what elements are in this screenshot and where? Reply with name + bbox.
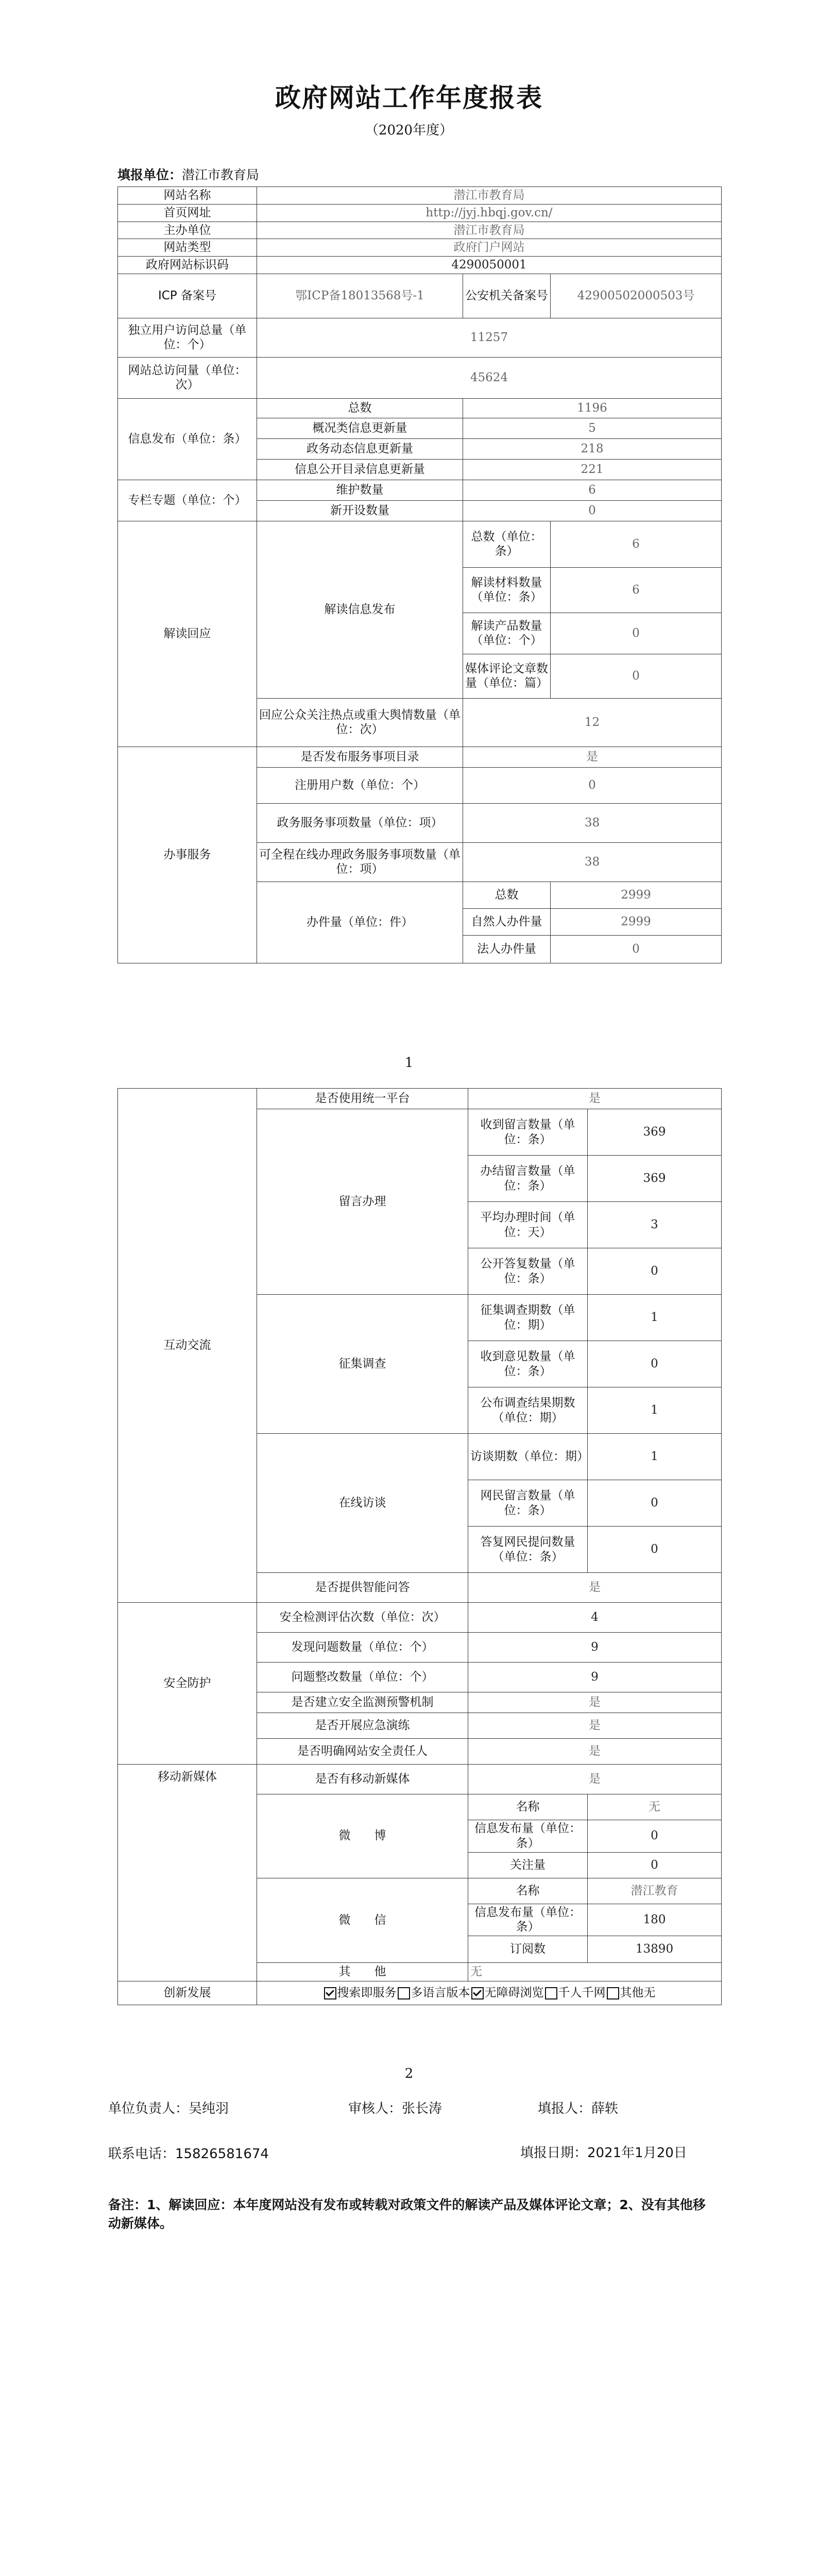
sv-result-value: 1: [588, 1387, 722, 1434]
sec-person-value: 是: [468, 1739, 722, 1765]
wechat-label: 微 信: [257, 1878, 468, 1963]
icp-value: 鄂ICP备18013568号-1: [257, 274, 463, 318]
respond-value: 12: [463, 698, 722, 747]
iv-count-value: 1: [588, 1434, 722, 1480]
smart-value: 是: [468, 1573, 722, 1603]
filler-unit: [117, 165, 259, 183]
msg-public-label: 公开答复数量（单位：条）: [468, 1248, 588, 1295]
innov-options: [257, 1981, 722, 2005]
respond-label: 回应公众关注热点或重大舆情数量（单位：次）: [257, 698, 463, 747]
info-pub-label: 信息发布（单位：条）: [118, 398, 257, 480]
innov-option-0: 搜索即服务: [337, 1986, 397, 2000]
sv-count-value: 1: [588, 1295, 722, 1341]
contact-phone: 联系电话：15826581674: [108, 2146, 269, 2162]
svc-pub-value: 是: [463, 747, 722, 767]
mob-has-value: 是: [468, 1765, 722, 1794]
dynamic-label: 政务动态信息更新量: [257, 438, 463, 459]
site-id-label: 政府网站标识码: [118, 257, 257, 274]
innov-option-3: 千人千网: [558, 1986, 606, 2000]
wb-pub-value: 0: [588, 1820, 722, 1853]
wx-name-value: 潜江教育: [588, 1878, 722, 1904]
innov-checkbox-2[interactable]: [471, 1987, 484, 1999]
sponsor-value: 潜江市教育局: [257, 222, 722, 239]
special-label: 专栏专题（单位：个）: [118, 480, 257, 521]
h-person-value: 2999: [551, 908, 722, 935]
maintain-value: 6: [463, 480, 722, 500]
dynamic-value: 218: [463, 438, 722, 459]
iv-msg-value: 0: [588, 1480, 722, 1527]
sec-drill-value: 是: [468, 1713, 722, 1739]
filler-value: 潜江市教育局: [182, 167, 260, 182]
form-filler: 填报人：薛轶: [538, 2101, 619, 2116]
wx-sub-label: 订阅数: [468, 1936, 588, 1963]
homepage-value[interactable]: http://jyj.hbqj.gov.cn/: [257, 204, 722, 222]
site-type-value: 政府门户网站: [257, 239, 722, 257]
site-name-label: 网站名称: [118, 187, 257, 205]
innov-checkbox-1[interactable]: [398, 1987, 410, 1999]
page-number-2: 2: [404, 2066, 414, 2081]
site-type-label: 网站类型: [118, 239, 257, 257]
msg-recv-label: 收到留言数量（单位：条）: [468, 1109, 588, 1156]
svc-items-value: 38: [463, 803, 722, 842]
sec-found-value: 9: [468, 1633, 722, 1663]
mob-has-label: 是否有移动新媒体: [257, 1765, 468, 1794]
police-value: 42900502000503号: [551, 274, 722, 318]
svc-handle-label: 办件量（单位：件）: [257, 882, 463, 963]
page-number-1: 1: [404, 1055, 414, 1071]
total-label: 总数: [257, 398, 463, 418]
h-total-label: 总数: [463, 882, 551, 908]
sec-monitor-value: 是: [468, 1692, 722, 1713]
overview-value: 5: [463, 418, 722, 438]
svc-items-label: 政务服务事项数量（单位：项）: [257, 803, 463, 842]
report-title: 政府网站工作年度报表: [275, 82, 543, 113]
iv-answer-label: 答复网民提问数量（单位：条）: [468, 1527, 588, 1573]
msg-done-label: 办结留言数量（单位：条）: [468, 1156, 588, 1202]
ip-total-label: 总数（单位：条）: [463, 521, 551, 567]
wx-pub-value: 180: [588, 1904, 722, 1936]
report-year: （2020年度）: [365, 123, 453, 138]
ip-product-label: 解读产品数量（单位：个）: [463, 613, 551, 654]
report-table-page1: [117, 187, 722, 963]
service-label: 办事服务: [118, 747, 257, 963]
fill-date: 填报日期：2021年1月20日: [520, 2145, 687, 2161]
innov-option-1: 多语言版本: [411, 1986, 470, 2000]
interact-label: 互动交流: [118, 1089, 257, 1603]
svc-online-label: 可全程在线办理政务服务事项数量（单位：项）: [257, 842, 463, 882]
wx-pub-label: 信息发布量（单位：条）: [468, 1904, 588, 1936]
unit-head: 单位负责人：吴纯羽: [108, 2101, 229, 2116]
sec-drill-label: 是否开展应急演练: [257, 1713, 468, 1739]
smart-label: 是否提供智能问答: [257, 1573, 468, 1603]
h-person-label: 自然人办件量: [463, 908, 551, 935]
sv-opinion-value: 0: [588, 1341, 722, 1387]
sv-result-label: 公布调查结果期数（单位：期）: [468, 1387, 588, 1434]
sponsor-label: 主办单位: [118, 222, 257, 239]
security-label: 安全防护: [118, 1603, 257, 1765]
sec-monitor-label: 是否建立安全监测预警机制: [257, 1692, 468, 1713]
disclosure-value: 221: [463, 459, 722, 480]
sec-found-label: 发现问题数量（单位：个）: [257, 1633, 468, 1663]
wb-name-value: 无: [588, 1794, 722, 1820]
sec-person-label: 是否明确网站安全责任人: [257, 1739, 468, 1765]
sec-eval-label: 安全检测评估次数（单位：次）: [257, 1603, 468, 1633]
svc-pub-label: 是否发布服务事项目录: [257, 747, 463, 767]
interpret-label: 解读回应: [118, 521, 257, 747]
platform-value: 是: [468, 1089, 722, 1109]
h-legal-label: 法人办件量: [463, 935, 551, 963]
sv-count-label: 征集调查期数（单位：期）: [468, 1295, 588, 1341]
sec-fixed-value: 9: [468, 1663, 722, 1692]
police-label: 公安机关备案号: [463, 274, 551, 318]
interview-label: 在线访谈: [257, 1434, 468, 1573]
iv-count-label: 访谈期数（单位：期）: [468, 1434, 588, 1480]
pv-value: 45624: [257, 357, 722, 398]
ip-material-value: 6: [551, 567, 722, 613]
sec-fixed-label: 问题整改数量（单位：个）: [257, 1663, 468, 1692]
innov-checkbox-4[interactable]: [607, 1987, 619, 1999]
wb-name-label: 名称: [468, 1794, 588, 1820]
innov-label: 创新发展: [118, 1981, 257, 2005]
uv-value: 11257: [257, 318, 722, 357]
innov-checkbox-3[interactable]: [545, 1987, 557, 1999]
interp-pub-label: 解读信息发布: [257, 521, 463, 698]
innov-checkbox-0[interactable]: [324, 1987, 336, 1999]
uv-label: 独立用户访问总量（单位：个）: [118, 318, 257, 357]
overview-label: 概况类信息更新量: [257, 418, 463, 438]
svc-online-value: 38: [463, 842, 722, 882]
report-table-page2: [117, 1088, 722, 2005]
innov-option-4: 其他无: [620, 1986, 656, 2000]
maintain-label: 维护数量: [257, 480, 463, 500]
reviewer: 审核人：张长涛: [348, 2101, 442, 2116]
wx-name-label: 名称: [468, 1878, 588, 1904]
msg-days-value: 3: [588, 1202, 722, 1248]
wb-pub-label: 信息发布量（单位：条）: [468, 1820, 588, 1853]
msg-done-value: 369: [588, 1156, 722, 1202]
other-value: 无: [468, 1963, 722, 1981]
iv-answer-value: 0: [588, 1527, 722, 1573]
pv-label: 网站总访问量（单位：次）: [118, 357, 257, 398]
new-label: 新开设数量: [257, 500, 463, 521]
sec-eval-value: 4: [468, 1603, 722, 1633]
wb-follow-value: 0: [588, 1852, 722, 1878]
ip-media-value: 0: [551, 654, 722, 698]
other-label: 其 他: [257, 1963, 468, 1981]
filler-label: 填报单位：: [117, 167, 182, 182]
survey-label: 征集调查: [257, 1295, 468, 1434]
wx-sub-value: 13890: [588, 1936, 722, 1963]
disclosure-label: 信息公开目录信息更新量: [257, 459, 463, 480]
h-legal-value: 0: [551, 935, 722, 963]
h-total-value: 2999: [551, 882, 722, 908]
ip-media-label: 媒体评论文章数量（单位：篇）: [463, 654, 551, 698]
site-id-value: 4290050001: [257, 257, 722, 274]
msg-recv-value: 369: [588, 1109, 722, 1156]
sv-opinion-label: 收到意见数量（单位：条）: [468, 1341, 588, 1387]
ip-total-value: 6: [551, 521, 722, 567]
iv-msg-label: 网民留言数量（单位：条）: [468, 1480, 588, 1527]
msg-days-label: 平均办理时间（单位：天）: [468, 1202, 588, 1248]
new-value: 0: [463, 500, 722, 521]
homepage-label: 首页网址: [118, 204, 257, 222]
svc-users-label: 注册用户数（单位：个）: [257, 767, 463, 803]
ip-product-value: 0: [551, 613, 722, 654]
remarks: 备注：1、解读回应：本年度网站没有发布或转载对政策文件的解读产品及媒体评论文章；2、没有其他移动新媒体。: [108, 2197, 706, 2231]
weibo-label: 微 博: [257, 1794, 468, 1878]
wb-follow-label: 关注量: [468, 1852, 588, 1878]
site-name-value: 潜江市教育局: [257, 187, 722, 205]
mobile-label: 移动新媒体: [118, 1765, 257, 1981]
total-value: 1196: [463, 398, 722, 418]
msg-public-value: 0: [588, 1248, 722, 1295]
ip-material-label: 解读材料数量（单位：条）: [463, 567, 551, 613]
platform-label: 是否使用统一平台: [257, 1089, 468, 1109]
icp-label: ICP 备案号: [118, 274, 257, 318]
innov-option-2: 无障碍浏览: [484, 1986, 544, 2000]
svc-users-value: 0: [463, 767, 722, 803]
msg-label: 留言办理: [257, 1109, 468, 1295]
